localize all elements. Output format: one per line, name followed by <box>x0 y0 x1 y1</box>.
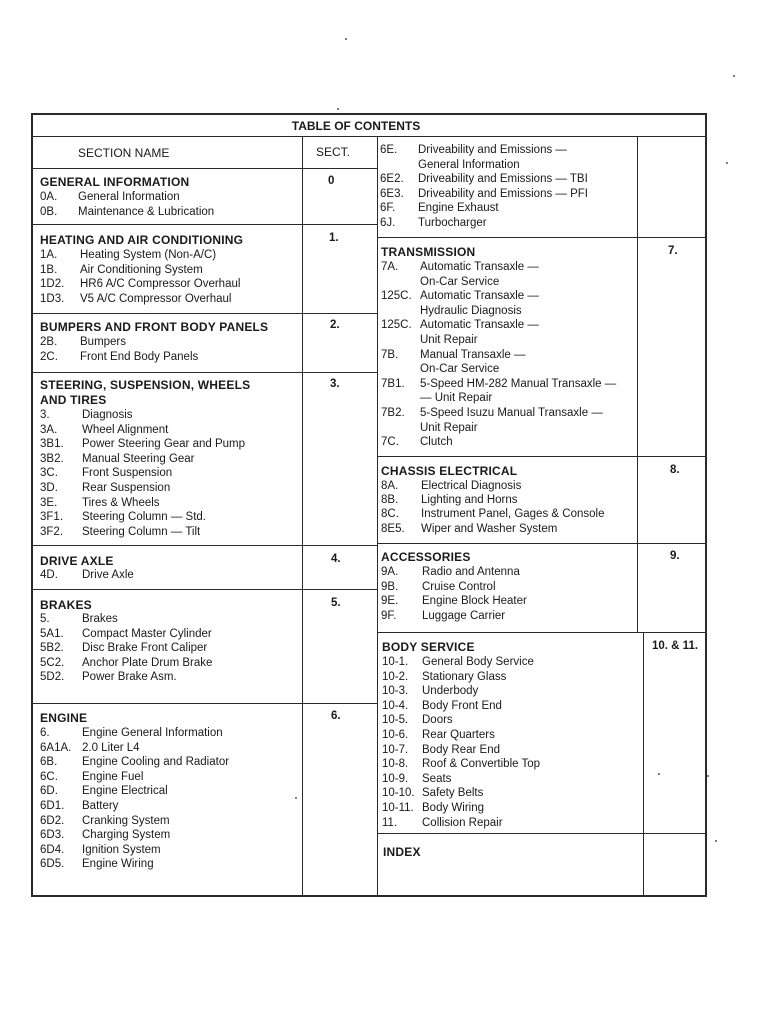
entry-code: 3D. <box>40 482 58 494</box>
entry-title: 2.0 Liter L4 <box>82 741 140 754</box>
entry-title: Compact Master Cylinder <box>82 627 212 640</box>
entry-title: Engine Exhaust <box>418 202 499 215</box>
entry-code: 6D4. <box>40 843 65 856</box>
section-heading: BRAKES <box>40 598 92 612</box>
section-number: 9. <box>670 550 680 562</box>
scan-speck <box>345 38 347 40</box>
entry-title: Stationary Glass <box>422 670 507 683</box>
entry-title: Engine Fuel <box>82 770 144 783</box>
entry-title: Front End Body Panels <box>80 350 199 363</box>
entry-title: Automatic Transaxle — <box>420 261 539 273</box>
entry-title: Luggage Carrier <box>422 609 506 622</box>
entry-title: Electrical Diagnosis <box>421 480 522 492</box>
entry-title: Wheel Alignment <box>82 423 169 436</box>
entry-code: 10-8. <box>382 758 409 771</box>
table-title: TABLE OF CONTENTS <box>291 119 421 133</box>
entry-title: Rear Quarters <box>422 729 495 741</box>
entry-code: 2B. <box>40 336 58 348</box>
section-heading: TRANSMISSION <box>381 245 476 259</box>
scan-speck <box>707 775 709 777</box>
entry-title: Radio and Antenna <box>422 566 520 578</box>
entry-title: Engine Block Heater <box>422 595 527 608</box>
entry-title: Safety Belts <box>422 787 484 800</box>
section-number: 10. & 11. <box>652 640 699 652</box>
entry-code: 5A1. <box>40 627 64 640</box>
entry-title: General Information <box>418 158 520 171</box>
section-heading: INDEX <box>383 845 421 859</box>
row-divider <box>377 543 707 544</box>
entry-code: 3B1. <box>40 438 64 451</box>
entry-title: Disc Brake Front Caliper <box>82 642 208 655</box>
section-number: 1. <box>329 232 339 244</box>
entry-code: 10-4. <box>382 699 409 712</box>
entry-code: 6F. <box>380 202 396 215</box>
entry-code: 3A. <box>40 423 58 436</box>
entry-code: 11. <box>382 816 398 829</box>
entry-title: Collision Repair <box>422 816 503 829</box>
section-number: 5. <box>331 597 341 609</box>
row-divider <box>377 833 707 834</box>
entry-code: 10-3. <box>382 685 409 698</box>
entry-title: Front Suspension <box>82 467 173 480</box>
entry-code: 9E. <box>381 595 399 608</box>
entry-code: 10-6. <box>382 729 409 741</box>
entry-code: 6A1A. <box>40 741 72 754</box>
entry-code: 9A. <box>381 566 399 578</box>
entry-title: Rear Suspension <box>82 482 171 494</box>
entry-code: 5C2. <box>40 656 65 669</box>
entry-code: 9F. <box>381 609 397 622</box>
entry-code: 6J. <box>380 217 396 229</box>
entry-code: 0A. <box>40 191 58 203</box>
entry-title: Automatic Transaxle — <box>420 290 539 303</box>
scan-speck <box>715 840 717 842</box>
section-heading: HEATING AND AIR CONDITIONING <box>40 233 244 247</box>
section-number: 7. <box>668 245 678 257</box>
section-number: 8. <box>670 464 680 476</box>
entry-code: 5D2. <box>40 671 65 684</box>
entry-title: Cranking System <box>82 814 170 827</box>
entry-code: 3F2. <box>40 525 64 538</box>
entry-title: Body Wiring <box>422 802 484 814</box>
entry-code: 8A. <box>381 480 399 492</box>
entry-title: Roof & Convertible Top <box>422 758 541 771</box>
entry-code: 7B1. <box>381 377 405 390</box>
section-heading: ACCESSORIES <box>381 550 471 564</box>
entry-code: 0B. <box>40 205 58 218</box>
entry-title: Diagnosis <box>82 409 133 421</box>
entry-code: 9B. <box>381 580 399 593</box>
entry-code: 6E. <box>380 144 398 156</box>
section-heading: BODY SERVICE <box>382 640 475 654</box>
entry-title: Battery <box>82 800 119 812</box>
entry-code: 8B. <box>381 494 399 507</box>
entry-title: Power Steering Gear and Pump <box>82 438 246 451</box>
entry-code: 6D5. <box>40 858 65 871</box>
scan-speck <box>337 108 339 110</box>
sect-header: SECT. <box>316 145 351 159</box>
row-divider <box>377 237 707 238</box>
entry-title: General Information <box>78 191 180 203</box>
entry-title: Lighting and Horns <box>421 494 518 507</box>
entry-title: Manual Steering Gear <box>82 452 195 465</box>
entry-code: 10-5. <box>382 714 409 727</box>
entry-code: 5. <box>40 613 50 625</box>
entry-code: 6E3. <box>380 187 404 200</box>
entry-code: 10-1. <box>382 656 409 668</box>
section-number: 3. <box>330 378 340 390</box>
entry-code: 1D2. <box>40 278 65 291</box>
section-heading: STEERING, SUSPENSION, WHEELS <box>40 378 251 392</box>
entry-title: Unit Repair <box>420 421 478 434</box>
entry-title: General Body Service <box>422 656 534 668</box>
entry-code: 10-7. <box>382 743 409 756</box>
row-divider <box>31 372 377 373</box>
row-divider <box>31 589 377 590</box>
entry-title: Engine Electrical <box>82 785 168 798</box>
entry-code: 10-10. <box>382 787 415 800</box>
entry-code: 6C. <box>40 770 58 783</box>
row-divider <box>31 313 377 314</box>
entry-title: Steering Column — Std. <box>82 511 207 524</box>
scan-speck <box>733 75 735 77</box>
entry-title: Instrument Panel, Gages & Console <box>421 508 605 521</box>
entry-title: Air Conditioning System <box>80 263 203 276</box>
header-divider <box>31 168 377 169</box>
entry-code: 6B. <box>40 756 58 769</box>
entry-title: Doors <box>422 714 453 727</box>
section-number: 0 <box>328 175 335 187</box>
entry-title: Driveability and Emissions — <box>418 144 567 156</box>
entry-code: 4D. <box>40 569 58 581</box>
entry-title: Unit Repair <box>420 334 478 346</box>
row-divider <box>31 703 377 704</box>
entry-code: 10-9. <box>382 772 409 785</box>
entry-title: Brakes <box>82 613 118 625</box>
section-name-header: SECTION NAME <box>78 146 170 160</box>
row-divider <box>377 632 707 633</box>
entry-title: Maintenance & Lubrication <box>78 205 215 218</box>
entry-code: 6D3. <box>40 829 65 842</box>
entry-title: HR6 A/C Compressor Overhaul <box>80 278 241 291</box>
entry-title: Engine Wiring <box>82 858 154 871</box>
entry-title: 5-Speed HM-282 Manual Transaxle — <box>420 377 617 390</box>
left-sect-divider <box>302 136 303 896</box>
entry-title: 5-Speed Isuzu Manual Transaxle — <box>420 407 603 419</box>
entry-code: 8C. <box>381 508 399 521</box>
section-heading: ENGINE <box>40 711 88 725</box>
right-sect-divider-lower <box>643 633 644 896</box>
entry-title: Cruise Control <box>422 580 496 593</box>
section-heading: CHASSIS ELECTRICAL <box>381 464 518 478</box>
entry-title: Turbocharger <box>418 217 487 229</box>
entry-title: Manual Transaxle — <box>420 348 526 361</box>
entry-title: Body Front End <box>422 699 502 712</box>
entry-code: 125C. <box>381 290 412 303</box>
entry-title: Seats <box>422 772 452 785</box>
section-heading: GENERAL INFORMATION <box>40 175 190 189</box>
entry-title: Anchor Plate Drum Brake <box>82 656 213 669</box>
entry-title: Body Rear End <box>422 743 500 756</box>
right-sect-divider <box>637 136 638 633</box>
section-heading: BUMPERS AND FRONT BODY PANELS <box>40 320 269 334</box>
entry-code: 3. <box>40 409 50 421</box>
entry-title: V5 A/C Compressor Overhaul <box>80 292 232 305</box>
entry-code: 6E2. <box>380 173 404 186</box>
entry-title: Driveability and Emissions — PFI <box>418 187 588 200</box>
entry-title: Automatic Transaxle — <box>420 319 539 332</box>
scan-speck <box>726 162 728 164</box>
entry-title: Bumpers <box>80 336 127 348</box>
entry-code: 7B2. <box>381 407 405 419</box>
entry-code: 3B2. <box>40 452 64 465</box>
entry-title: Driveability and Emissions — TBI <box>418 173 588 186</box>
entry-code: 6D. <box>40 785 58 798</box>
entry-code: 6D2. <box>40 814 65 827</box>
scan-speck <box>295 797 297 799</box>
entry-code: 2C. <box>40 350 58 363</box>
scan-speck <box>658 773 660 775</box>
row-divider <box>31 224 377 225</box>
entry-title: On-Car Service <box>420 275 500 288</box>
entry-title: Wiper and Washer System <box>421 522 558 535</box>
entry-title: Underbody <box>422 685 479 698</box>
entry-code: 6. <box>40 727 50 739</box>
entry-code: 3C. <box>40 467 58 480</box>
entry-title: Engine Cooling and Radiator <box>82 756 230 769</box>
center-divider <box>377 136 378 896</box>
entry-code: 5B2. <box>40 642 64 655</box>
entry-code: 8E5. <box>381 522 405 535</box>
section-heading-cont: AND TIRES <box>40 393 107 407</box>
entry-title: Heating System (Non-A/C) <box>80 249 217 261</box>
entry-title: Steering Column — Tilt <box>82 525 201 538</box>
entry-code: 10-11. <box>382 802 414 814</box>
entry-code: 7C. <box>381 436 399 449</box>
section-heading: DRIVE AXLE <box>40 554 114 568</box>
entry-title: Ignition System <box>82 843 161 856</box>
title-divider <box>31 136 707 137</box>
entry-title: Drive Axle <box>82 569 134 581</box>
entry-code: 3F1. <box>40 511 64 524</box>
entry-title: Tires & Wheels <box>82 496 160 509</box>
section-number: 6. <box>331 710 341 722</box>
entry-title: Hydraulic Diagnosis <box>420 304 522 317</box>
entry-code: 1B. <box>40 263 58 276</box>
section-number: 4. <box>331 553 341 565</box>
entry-title: Charging System <box>82 829 171 842</box>
entry-code: 10-2. <box>382 670 409 683</box>
entry-code: 1A. <box>40 249 58 261</box>
row-divider <box>31 545 377 546</box>
entry-title: On-Car Service <box>420 363 500 376</box>
entry-code: 3E. <box>40 496 58 509</box>
entry-title: Clutch <box>420 436 453 449</box>
entry-title: Engine General Information <box>82 727 223 739</box>
entry-code: 1D3. <box>40 292 65 305</box>
section-number: 2. <box>330 319 340 331</box>
entry-code: 6D1. <box>40 800 65 812</box>
entry-code: 7B. <box>381 348 399 361</box>
row-divider <box>377 456 707 457</box>
entry-code: 125C. <box>381 319 412 332</box>
entry-title: Power Brake Asm. <box>82 671 177 684</box>
entry-code: 7A. <box>381 261 399 273</box>
entry-title: — Unit Repair <box>420 392 493 405</box>
